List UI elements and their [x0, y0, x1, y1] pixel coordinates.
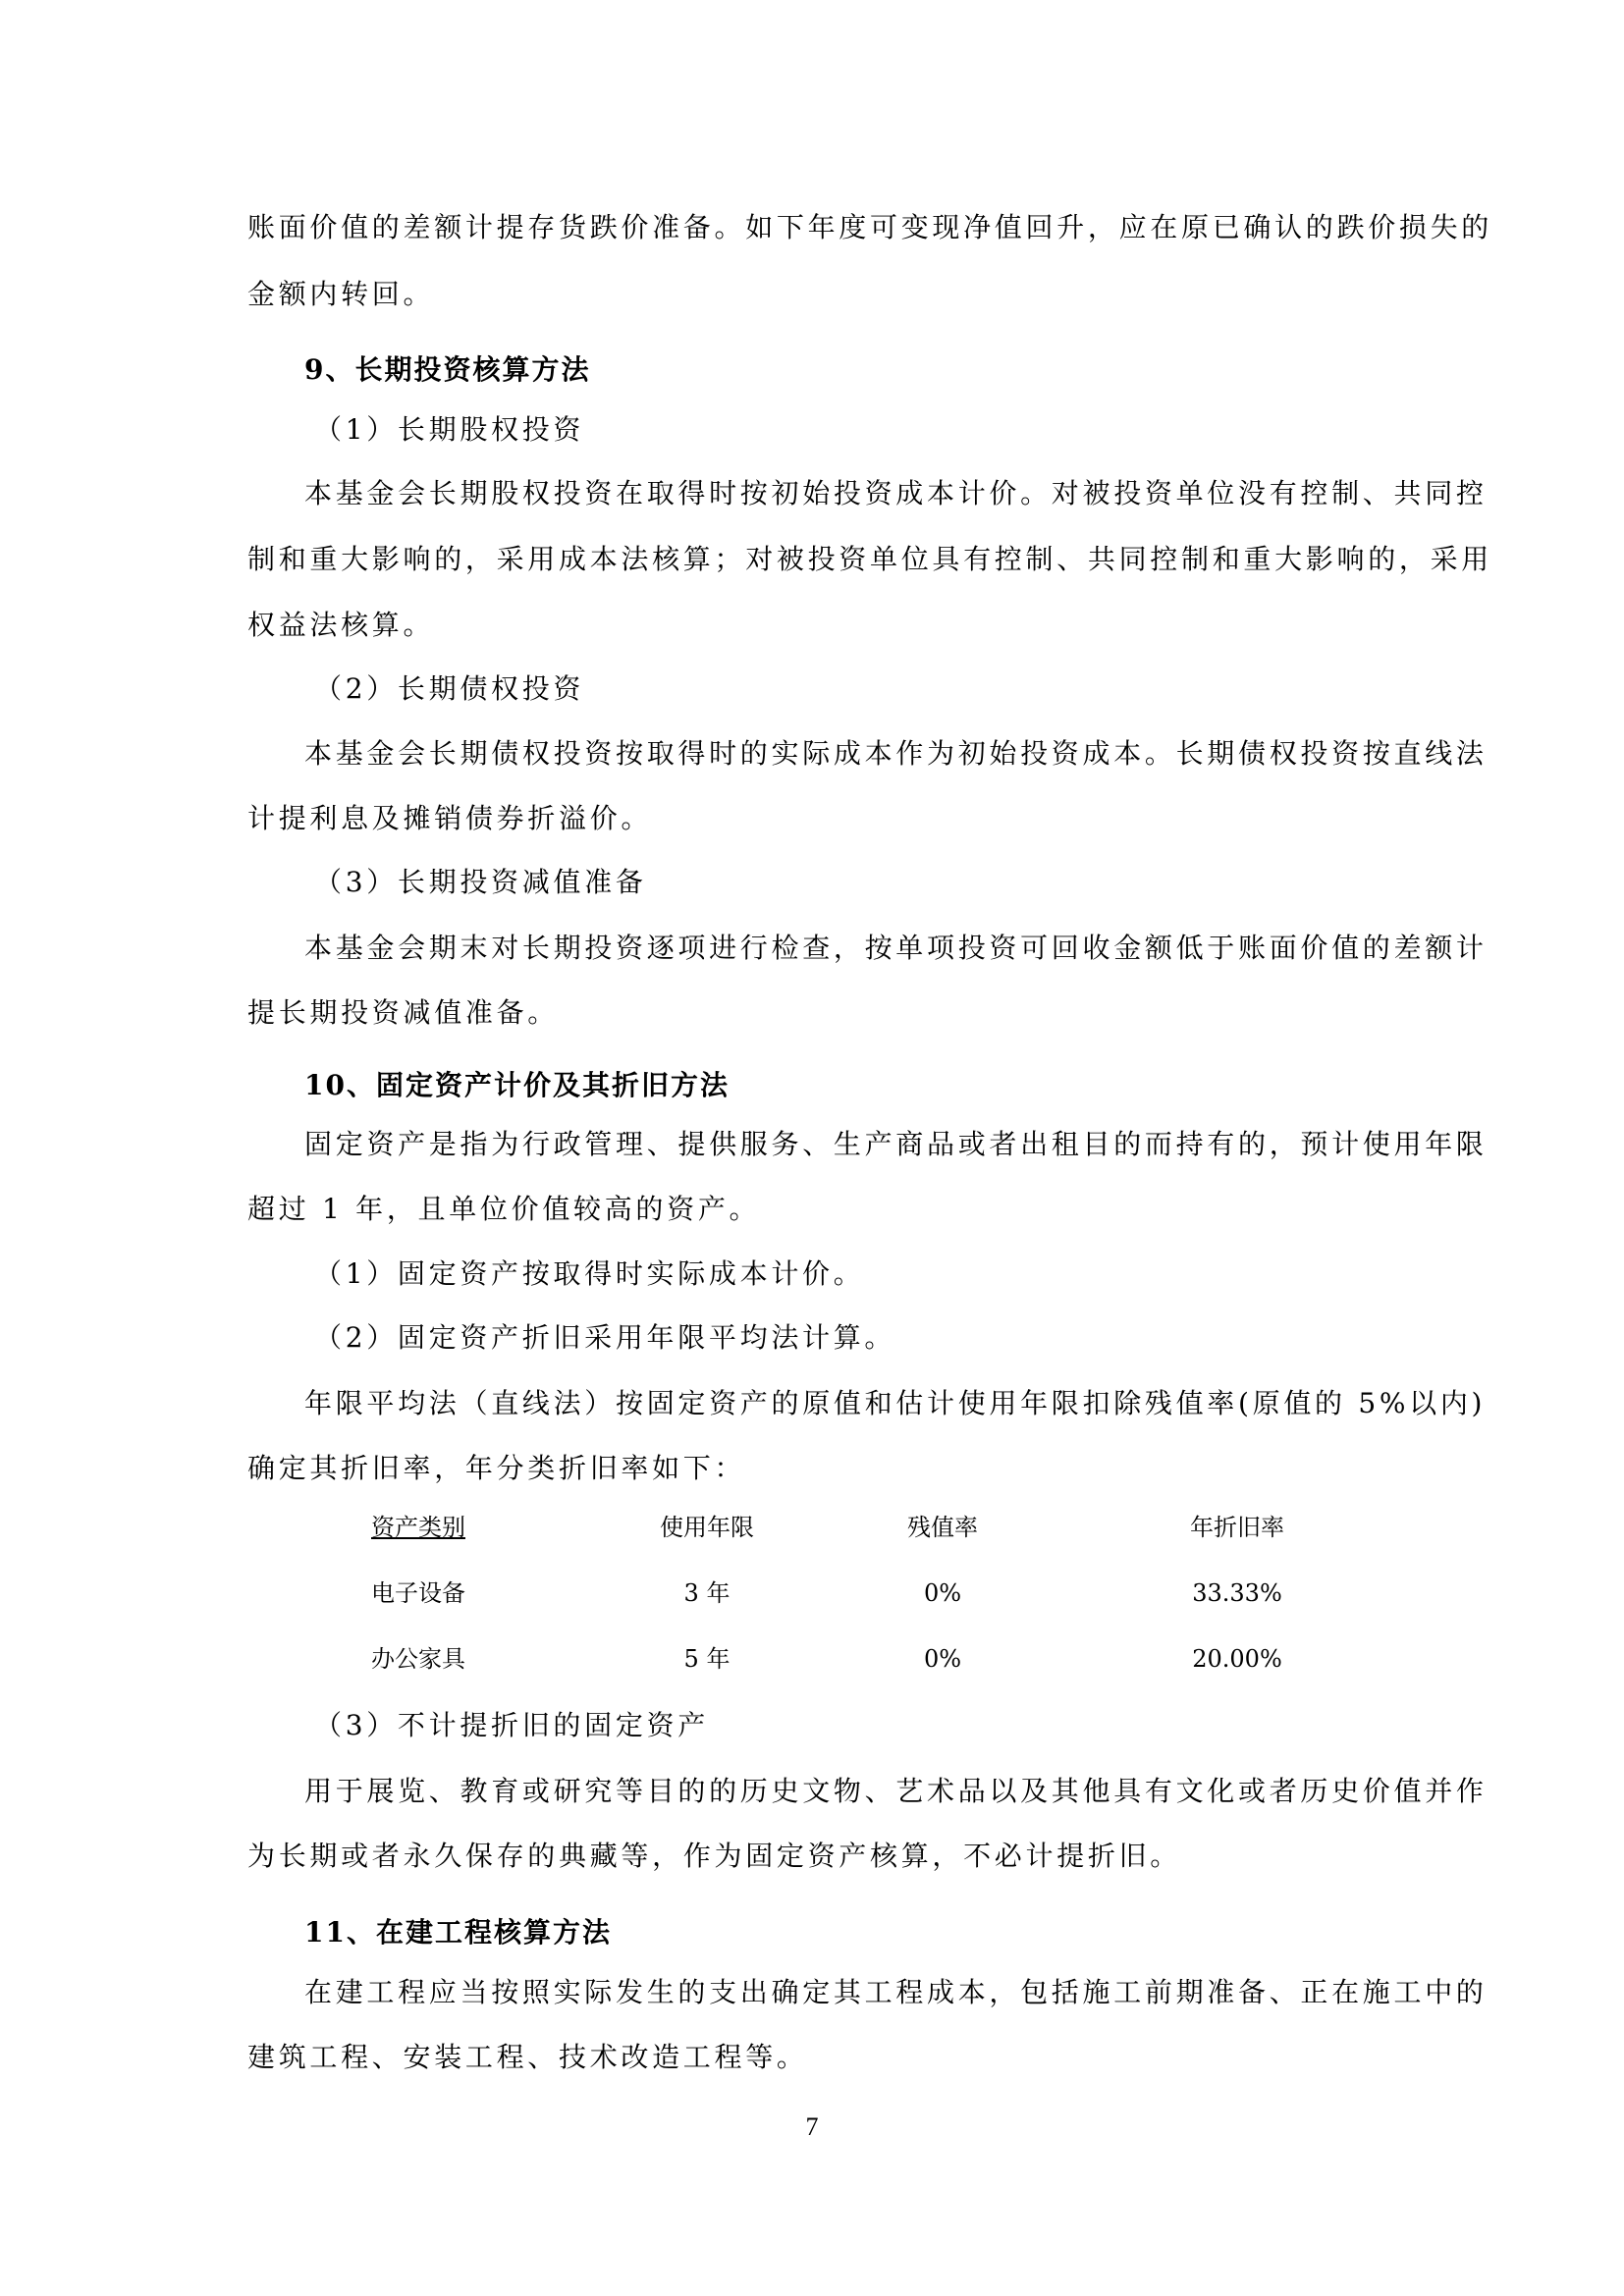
- paragraph-line: 确定其折旧率，年分类折旧率如下：: [247, 1452, 746, 1484]
- section-heading-11: 11、在建工程核算方法: [304, 1916, 612, 1949]
- paragraph-line: 超过 1 年，且单位价值较高的资产。: [247, 1193, 761, 1225]
- table-cell: 0%: [923, 1579, 962, 1607]
- paragraph-line: 本基金会长期股权投资在取得时按初始投资成本计价。对被投资单位没有控制、共同控: [304, 477, 1488, 509]
- subheading-9-2: （2）长期债权投资: [314, 672, 585, 705]
- table-cell: 电子设备: [371, 1579, 465, 1607]
- paragraph-line: 建筑工程、安装工程、技术改造工程等。: [247, 2041, 808, 2073]
- table-cell: 3 年: [683, 1579, 731, 1607]
- paragraph-line: 计提利息及摊销债券折溢价。: [247, 802, 653, 834]
- subheading-9-1: （1）长期股权投资: [314, 413, 585, 446]
- subheading-9-3: （3）长期投资减值准备: [314, 866, 647, 898]
- paragraph-line: 本基金会长期债权投资按取得时的实际成本作为初始投资成本。长期债权投资按直线法: [304, 737, 1488, 770]
- paragraph-line: 提长期投资减值准备。: [247, 996, 560, 1029]
- table-cell: 0%: [923, 1645, 962, 1673]
- paragraph-line: 制和重大影响的，采用成本法核算；对被投资单位具有控制、共同控制和重大影响的，采用: [247, 543, 1493, 575]
- section-heading-10: 10、固定资产计价及其折旧方法: [304, 1069, 730, 1101]
- paragraph-line: 本基金会期末对长期投资逐项进行检查，按单项投资可回收金额低于账面价值的差额计: [304, 932, 1488, 964]
- paragraph-line: 用于展览、教育或研究等目的的历史文物、艺术品以及其他具有文化或者历史价值并作: [304, 1775, 1488, 1807]
- table-header-cell: 残值率: [907, 1514, 978, 1541]
- subheading-10-1: （1）固定资产按取得时实际成本计价。: [314, 1257, 865, 1290]
- section-heading-9: 9、长期投资核算方法: [304, 353, 591, 386]
- table-cell: 33.33%: [1192, 1579, 1282, 1607]
- table-cell: 20.00%: [1192, 1645, 1282, 1673]
- paragraph-line: 固定资产是指为行政管理、提供服务、生产商品或者出租目的而持有的，预计使用年限: [304, 1128, 1488, 1160]
- paragraph-line: 权益法核算。: [247, 609, 435, 641]
- paragraph-line: 在建工程应当按照实际发生的支出确定其工程成本，包括施工前期准备、正在施工中的: [304, 1976, 1488, 2008]
- subheading-10-2: （2）固定资产折旧采用年限平均法计算。: [314, 1321, 896, 1354]
- table-cell: 办公家具: [371, 1645, 465, 1673]
- table-header-cell: 年折旧率: [1190, 1514, 1284, 1541]
- page-number: 7: [805, 2112, 819, 2141]
- table-header-cell: 资产类别: [371, 1514, 465, 1541]
- paragraph-line: 为长期或者永久保存的典藏等，作为固定资产核算，不必计提折旧。: [247, 1840, 1182, 1872]
- table-header-cell: 使用年限: [660, 1514, 754, 1541]
- table-cell: 5 年: [683, 1645, 731, 1673]
- paragraph-line: 年限平均法（直线法）按固定资产的原值和估计使用年限扣除残值率(原值的 5%以内): [304, 1387, 1487, 1419]
- subheading-10-3: （3）不计提折旧的固定资产: [314, 1709, 709, 1741]
- paragraph-line: 金额内转回。: [247, 278, 435, 310]
- paragraph-line: 账面价值的差额计提存货跌价准备。如下年度可变现净值回升，应在原已确认的跌价损失的: [247, 211, 1493, 243]
